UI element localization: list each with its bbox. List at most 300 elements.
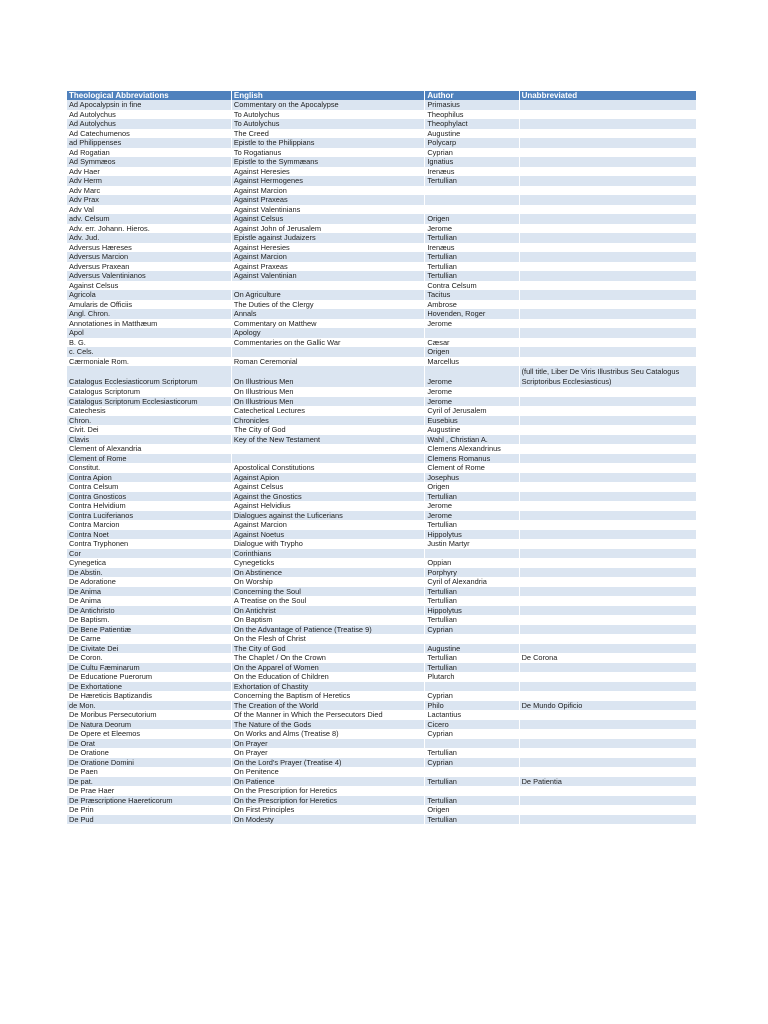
cell-english: On Patience	[231, 777, 424, 787]
cell-abbreviation: De Prae Haer	[67, 786, 231, 796]
cell-unabbreviated	[519, 309, 696, 319]
cell-unabbreviated	[519, 357, 696, 367]
cell-unabbreviated	[519, 663, 696, 673]
cell-abbreviation: Annotationes in Matthæum	[67, 319, 231, 329]
cell-english: Concerning the Baptism of Heretics	[231, 691, 424, 701]
cell-abbreviation: Adversus Valentinianos	[67, 271, 231, 281]
cell-english: Against Noetus	[231, 530, 424, 540]
table-row	[67, 454, 697, 464]
cell-english: Against Praxeas	[231, 262, 424, 272]
cell-unabbreviated	[519, 110, 696, 120]
cell-unabbreviated	[519, 300, 696, 310]
table-row	[67, 290, 697, 300]
cell-abbreviation: Chron.	[67, 416, 231, 426]
cell-abbreviation: Constitut.	[67, 463, 231, 473]
cell-abbreviation: Clement of Alexandria	[67, 444, 231, 454]
cell-unabbreviated	[519, 492, 696, 502]
cell-unabbreviated	[519, 511, 696, 521]
cell-english: Apostolical Constitutions	[231, 463, 424, 473]
cell-english: On Modesty	[231, 815, 424, 825]
cell-english: Catechetical Lectures	[231, 406, 424, 416]
cell-unabbreviated	[519, 815, 696, 825]
cell-english: Concerning the Soul	[231, 587, 424, 597]
cell-english: Roman Ceremonial	[231, 357, 424, 367]
cell-abbreviation: Apol	[67, 328, 231, 338]
cell-unabbreviated	[519, 205, 696, 215]
cell-author: Cæsar	[425, 338, 519, 348]
header-english: English	[231, 91, 424, 100]
header-author: Author	[425, 91, 519, 100]
cell-abbreviation: De Bene Patientiæ	[67, 625, 231, 635]
table-row	[67, 720, 697, 730]
table-row	[67, 157, 697, 167]
table-row	[67, 224, 697, 234]
cell-author: Josephus	[425, 473, 519, 483]
cell-abbreviation: Catalogus Scriptorum Ecclesiasticorum	[67, 397, 231, 407]
cell-unabbreviated	[519, 347, 696, 357]
cell-author	[425, 634, 519, 644]
cell-author: Cyprian	[425, 148, 519, 158]
cell-unabbreviated: (full title, Liber De Viris Illustribus Seu Catalogus Scriptoribus Ecclesiasticus)	[519, 366, 696, 387]
cell-unabbreviated	[519, 577, 696, 587]
cell-abbreviation: De Hæreticis Baptizandis	[67, 691, 231, 701]
cell-unabbreviated	[519, 482, 696, 492]
cell-abbreviation: De Civitate Dei	[67, 644, 231, 654]
cell-english: Epistle to the Philippians	[231, 138, 424, 148]
cell-abbreviation: De Baptism.	[67, 615, 231, 625]
cell-english: Against Valentinian	[231, 271, 424, 281]
cell-abbreviation: De Antichristo	[67, 606, 231, 616]
cell-unabbreviated	[519, 397, 696, 407]
cell-abbreviation: De Cultu Fæminarum	[67, 663, 231, 673]
cell-abbreviation: Ad Rogatian	[67, 148, 231, 158]
cell-unabbreviated	[519, 720, 696, 730]
cell-unabbreviated	[519, 387, 696, 397]
table-row	[67, 167, 697, 177]
cell-author: Hippolytus	[425, 530, 519, 540]
table-row	[67, 530, 697, 540]
cell-author: Theophylact	[425, 119, 519, 129]
table-row	[67, 682, 697, 692]
cell-english: Commentaries on the Gallic War	[231, 338, 424, 348]
cell-english: On Worship	[231, 577, 424, 587]
cell-unabbreviated	[519, 558, 696, 568]
cell-author	[425, 682, 519, 692]
cell-author: Tertullian	[425, 492, 519, 502]
cell-abbreviation: De Exhortatione	[67, 682, 231, 692]
cell-author: Marcellus	[425, 357, 519, 367]
cell-english: Chronicles	[231, 416, 424, 426]
cell-unabbreviated	[519, 252, 696, 262]
table-row	[67, 815, 697, 825]
cell-author: Clemens Romanus	[425, 454, 519, 464]
cell-english	[231, 347, 424, 357]
table-row	[67, 129, 697, 139]
cell-abbreviation: De Præscriptione Haereticorum	[67, 796, 231, 806]
cell-author: Primasius	[425, 100, 519, 110]
cell-abbreviation: De Moribus Persecutorium	[67, 710, 231, 720]
table-row	[67, 729, 697, 739]
cell-unabbreviated	[519, 786, 696, 796]
cell-unabbreviated	[519, 739, 696, 749]
cell-author: Tertullian	[425, 587, 519, 597]
table-row	[67, 186, 697, 196]
cell-author: Jerome	[425, 366, 519, 387]
cell-unabbreviated	[519, 672, 696, 682]
cell-abbreviation: Contra Luciferianos	[67, 511, 231, 521]
table-row	[67, 606, 697, 616]
cell-author: Irenæus	[425, 243, 519, 253]
table-row	[67, 701, 697, 711]
cell-author: Tertullian	[425, 176, 519, 186]
cell-english: On the Prescription for Heretics	[231, 786, 424, 796]
cell-abbreviation: Contra Tryphonen	[67, 539, 231, 549]
cell-abbreviation: Contra Apion	[67, 473, 231, 483]
cell-unabbreviated	[519, 157, 696, 167]
cell-abbreviation: Clement of Rome	[67, 454, 231, 464]
cell-unabbreviated	[519, 729, 696, 739]
table-row	[67, 387, 697, 397]
cell-english: On Illustrious Men	[231, 397, 424, 407]
cell-abbreviation: Cynegetica	[67, 558, 231, 568]
cell-english: Apology	[231, 328, 424, 338]
cell-author: Tertullian	[425, 748, 519, 758]
cell-abbreviation: Adv Val	[67, 205, 231, 215]
table-row	[67, 691, 697, 701]
table-row	[67, 435, 697, 445]
table-row	[67, 319, 697, 329]
table-row	[67, 625, 697, 635]
cell-abbreviation: Adv Herm	[67, 176, 231, 186]
table-row	[67, 767, 697, 777]
cell-author: Tacitus	[425, 290, 519, 300]
cell-author: Lactantius	[425, 710, 519, 720]
table-row	[67, 587, 697, 597]
cell-abbreviation: De Prin	[67, 805, 231, 815]
cell-english: Against Heresies	[231, 167, 424, 177]
cell-unabbreviated	[519, 138, 696, 148]
cell-unabbreviated	[519, 587, 696, 597]
cell-author: Jerome	[425, 224, 519, 234]
cell-author	[425, 549, 519, 559]
cell-author: Theophilus	[425, 110, 519, 120]
cell-abbreviation: Adversus Hæreses	[67, 243, 231, 253]
cell-unabbreviated	[519, 119, 696, 129]
table-row	[67, 347, 697, 357]
cell-author: Tertullian	[425, 777, 519, 787]
cell-author: Clemens Alexandrinus	[425, 444, 519, 454]
cell-unabbreviated	[519, 454, 696, 464]
table-row	[67, 406, 697, 416]
header-unabbreviated: Unabbreviated	[519, 91, 696, 100]
table-row	[67, 549, 697, 559]
cell-unabbreviated	[519, 406, 696, 416]
table-row	[67, 233, 697, 243]
cell-author: Origen	[425, 347, 519, 357]
cell-author	[425, 186, 519, 196]
cell-unabbreviated	[519, 416, 696, 426]
cell-author: Tertullian	[425, 653, 519, 663]
table-row	[67, 786, 697, 796]
cell-author: Tertullian	[425, 520, 519, 530]
table-row	[67, 416, 697, 426]
cell-abbreviation: Angl. Chron.	[67, 309, 231, 319]
cell-english: The City of God	[231, 425, 424, 435]
cell-author: Cicero	[425, 720, 519, 730]
cell-english: Corinthians	[231, 549, 424, 559]
cell-english: A Treatise on the Soul	[231, 596, 424, 606]
cell-author: Origen	[425, 214, 519, 224]
table-row	[67, 482, 697, 492]
cell-author: Jerome	[425, 397, 519, 407]
cell-unabbreviated: De Patientia	[519, 777, 696, 787]
cell-abbreviation: De Coron.	[67, 653, 231, 663]
cell-english: On Illustrious Men	[231, 366, 424, 387]
table-row	[67, 110, 697, 120]
cell-abbreviation: Ad Autolychus	[67, 110, 231, 120]
cell-unabbreviated	[519, 501, 696, 511]
cell-author: Origen	[425, 482, 519, 492]
cell-unabbreviated	[519, 767, 696, 777]
cell-author: Cyril of Jerusalem	[425, 406, 519, 416]
cell-unabbreviated	[519, 435, 696, 445]
table-row	[67, 195, 697, 205]
cell-english: Against Hermogenes	[231, 176, 424, 186]
cell-abbreviation: B. G.	[67, 338, 231, 348]
cell-unabbreviated	[519, 568, 696, 578]
cell-english	[231, 281, 424, 291]
cell-unabbreviated	[519, 167, 696, 177]
cell-author: Cyprian	[425, 729, 519, 739]
cell-english	[231, 444, 424, 454]
cell-author	[425, 739, 519, 749]
table-row	[67, 501, 697, 511]
cell-english: To Autolychus	[231, 110, 424, 120]
cell-abbreviation: De Abstin.	[67, 568, 231, 578]
cell-author	[425, 195, 519, 205]
cell-abbreviation: Cærmoniale Rom.	[67, 357, 231, 367]
cell-unabbreviated	[519, 129, 696, 139]
table-row	[67, 758, 697, 768]
cell-abbreviation: De Pud	[67, 815, 231, 825]
cell-english: On Agriculture	[231, 290, 424, 300]
table-row	[67, 577, 697, 587]
table-row	[67, 653, 697, 663]
cell-unabbreviated	[519, 539, 696, 549]
cell-author: Cyprian	[425, 625, 519, 635]
cell-author: Tertullian	[425, 596, 519, 606]
table-row	[67, 243, 697, 253]
cell-abbreviation: de Mon.	[67, 701, 231, 711]
cell-english: On the Apparel of Women	[231, 663, 424, 673]
cell-unabbreviated	[519, 243, 696, 253]
cell-abbreviation: Adversus Marcion	[67, 252, 231, 262]
cell-abbreviation: Adv Marc	[67, 186, 231, 196]
cell-unabbreviated	[519, 328, 696, 338]
table-row	[67, 520, 697, 530]
cell-abbreviation: Adv Prax	[67, 195, 231, 205]
table-row	[67, 644, 697, 654]
abbreviations-table	[67, 91, 697, 824]
table-row	[67, 777, 697, 787]
cell-author: Cyprian	[425, 758, 519, 768]
cell-abbreviation: Ad Catechumenos	[67, 129, 231, 139]
cell-english: On Works and Alms (Treatise 8)	[231, 729, 424, 739]
cell-english: Annals	[231, 309, 424, 319]
cell-abbreviation: De Anima	[67, 587, 231, 597]
cell-abbreviation: Catechesis	[67, 406, 231, 416]
table-row	[67, 309, 697, 319]
cell-author	[425, 205, 519, 215]
cell-abbreviation: Adversus Praxean	[67, 262, 231, 272]
cell-abbreviation: Catalogus Ecclesiasticorum Scriptorum	[67, 366, 231, 387]
cell-english: Against Helvidius	[231, 501, 424, 511]
cell-unabbreviated	[519, 176, 696, 186]
cell-unabbreviated	[519, 319, 696, 329]
header-abbreviation: Theological Abbreviations	[67, 91, 231, 100]
cell-unabbreviated	[519, 530, 696, 540]
table-row	[67, 328, 697, 338]
cell-author: Ambrose	[425, 300, 519, 310]
cell-english: Epistle against Judaizers	[231, 233, 424, 243]
table-row	[67, 397, 697, 407]
cell-author	[425, 767, 519, 777]
cell-abbreviation: Contra Marcion	[67, 520, 231, 530]
cell-english: Against Celsus	[231, 482, 424, 492]
table-row	[67, 710, 697, 720]
cell-unabbreviated	[519, 473, 696, 483]
table-row	[67, 558, 697, 568]
cell-unabbreviated	[519, 281, 696, 291]
cell-unabbreviated	[519, 425, 696, 435]
cell-english: Against Praxeas	[231, 195, 424, 205]
cell-english: On First Principles	[231, 805, 424, 815]
table-row	[67, 663, 697, 673]
cell-unabbreviated	[519, 290, 696, 300]
table-row	[67, 796, 697, 806]
cell-author: Philo	[425, 701, 519, 711]
cell-english: Against Marcion	[231, 252, 424, 262]
cell-author: Cyprian	[425, 691, 519, 701]
cell-english: On Baptism	[231, 615, 424, 625]
table-row	[67, 568, 697, 578]
table-row	[67, 357, 697, 367]
cell-unabbreviated	[519, 463, 696, 473]
table-row	[67, 596, 697, 606]
cell-english: On the Prescription for Heretics	[231, 796, 424, 806]
cell-author: Justin Martyr	[425, 539, 519, 549]
table-row	[67, 205, 697, 215]
cell-author: Clement of Rome	[425, 463, 519, 473]
table-body	[67, 100, 697, 824]
cell-author: Cyril of Alexandria	[425, 577, 519, 587]
cell-abbreviation: Adv Haer	[67, 167, 231, 177]
cell-unabbreviated	[519, 195, 696, 205]
cell-english: On Abstinence	[231, 568, 424, 578]
cell-author: Tertullian	[425, 252, 519, 262]
cell-english: Against Marcion	[231, 520, 424, 530]
cell-english: Commentary on the Apocalypse	[231, 100, 424, 110]
cell-english	[231, 454, 424, 464]
cell-unabbreviated	[519, 271, 696, 281]
cell-abbreviation: De Orat	[67, 739, 231, 749]
cell-unabbreviated	[519, 262, 696, 272]
cell-english: Commentary on Matthew	[231, 319, 424, 329]
table-row	[67, 463, 697, 473]
cell-english: On Penitence	[231, 767, 424, 777]
table-row	[67, 425, 697, 435]
cell-english: The Creed	[231, 129, 424, 139]
cell-unabbreviated	[519, 805, 696, 815]
cell-abbreviation: De Oratione Domini	[67, 758, 231, 768]
cell-author: Tertullian	[425, 233, 519, 243]
cell-english: On Antichrist	[231, 606, 424, 616]
cell-abbreviation: Clavis	[67, 435, 231, 445]
cell-english: Against Apion	[231, 473, 424, 483]
cell-author: Hippolytus	[425, 606, 519, 616]
cell-unabbreviated	[519, 520, 696, 530]
cell-unabbreviated	[519, 596, 696, 606]
cell-unabbreviated	[519, 148, 696, 158]
cell-english: The Duties of the Clergy	[231, 300, 424, 310]
cell-author: Augustine	[425, 425, 519, 435]
cell-unabbreviated	[519, 691, 696, 701]
cell-english: On the Advantage of Patience (Treatise 9)	[231, 625, 424, 635]
table-row	[67, 138, 697, 148]
cell-author: Polycarp	[425, 138, 519, 148]
cell-english: Against Marcion	[231, 186, 424, 196]
table-row	[67, 338, 697, 348]
cell-abbreviation: De pat.	[67, 777, 231, 787]
cell-english: Cynegeticks	[231, 558, 424, 568]
table-row	[67, 262, 697, 272]
table-row	[67, 100, 697, 110]
table-row	[67, 252, 697, 262]
cell-unabbreviated	[519, 214, 696, 224]
cell-author: Oppian	[425, 558, 519, 568]
table-row	[67, 119, 697, 129]
cell-abbreviation: c. Cels.	[67, 347, 231, 357]
table-row	[67, 366, 697, 387]
cell-english: On Prayer	[231, 748, 424, 758]
cell-author	[425, 786, 519, 796]
cell-unabbreviated	[519, 634, 696, 644]
cell-author: Tertullian	[425, 815, 519, 825]
table-row	[67, 539, 697, 549]
cell-unabbreviated	[519, 758, 696, 768]
cell-author: Irenæus	[425, 167, 519, 177]
cell-abbreviation: De Carne	[67, 634, 231, 644]
cell-abbreviation: Catalogus Scriptorum	[67, 387, 231, 397]
cell-english: On the Flesh of Christ	[231, 634, 424, 644]
cell-abbreviation: Ad Apocalypsin in fine	[67, 100, 231, 110]
cell-english: The City of God	[231, 644, 424, 654]
cell-author: Augustine	[425, 644, 519, 654]
cell-unabbreviated	[519, 186, 696, 196]
cell-abbreviation: De Oratione	[67, 748, 231, 758]
table-row	[67, 511, 697, 521]
cell-abbreviation: Adv. Jud.	[67, 233, 231, 243]
cell-unabbreviated	[519, 710, 696, 720]
table-row	[67, 300, 697, 310]
cell-unabbreviated: De Mundo Opificio	[519, 701, 696, 711]
cell-english: Against the Gnostics	[231, 492, 424, 502]
table-row	[67, 473, 697, 483]
cell-abbreviation: ad Philippenses	[67, 138, 231, 148]
table-row	[67, 615, 697, 625]
cell-author: Tertullian	[425, 615, 519, 625]
cell-english: The Nature of the Gods	[231, 720, 424, 730]
